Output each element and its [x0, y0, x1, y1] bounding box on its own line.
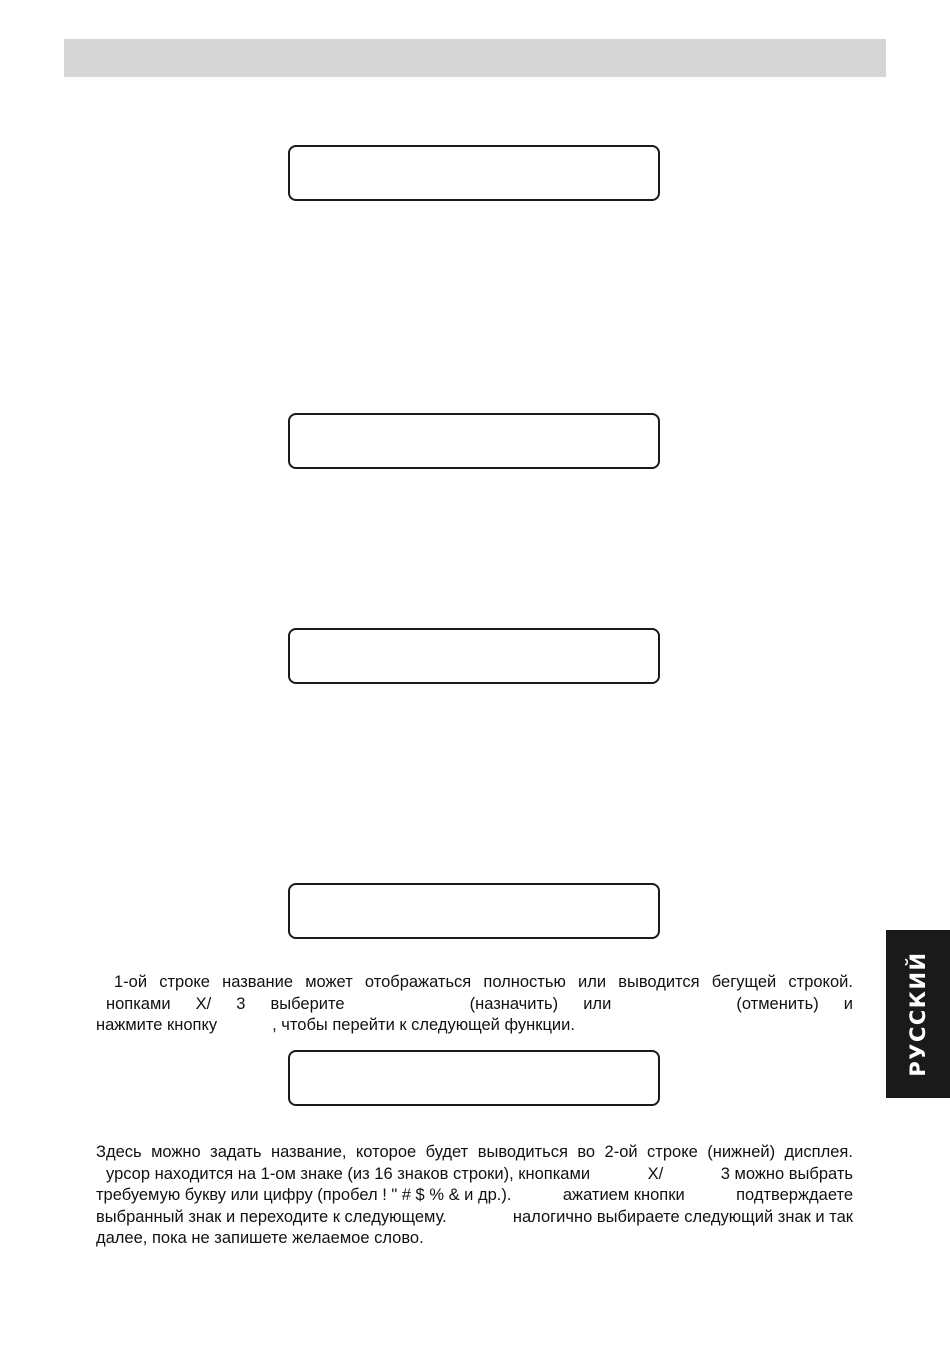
line-text: ажатием кнопки [562, 1186, 685, 1204]
word: задать [210, 1143, 262, 1161]
lcd-display-5 [288, 1050, 660, 1106]
word: нопками [106, 994, 171, 1013]
language-tab-label: РУССКИЙ [906, 951, 930, 1077]
word: строке [647, 1143, 698, 1161]
paragraph-line [96, 1164, 853, 1186]
word: 3 [236, 994, 246, 1013]
line-text: далее, пока не запишете желаемое слово. [96, 1229, 424, 1247]
word: строкой. [788, 973, 853, 991]
word: строке [159, 973, 210, 991]
word: 2-ой [604, 1143, 638, 1161]
paragraph-scroll-display [96, 972, 853, 1037]
line-text: 3 можно выбрать [720, 1164, 853, 1183]
header-bar [64, 39, 886, 77]
word: 1-ой [114, 973, 148, 991]
lcd-display-1 [288, 145, 660, 201]
word: бегущей [711, 973, 777, 991]
word: название [222, 973, 294, 991]
word: подтверждаете [736, 1186, 853, 1204]
lcd-display-3 [288, 628, 660, 684]
word: (нижней) [707, 1143, 776, 1161]
paragraph-set-name [96, 1142, 853, 1250]
line-text: налогично выбираете следующий знак и так [512, 1207, 853, 1226]
word: во [577, 1143, 596, 1161]
word: дисплея. [784, 1143, 853, 1161]
word: Здесь [96, 1143, 142, 1161]
word: можно [151, 1143, 201, 1161]
paragraph-line [96, 1207, 853, 1229]
language-side-tab [886, 930, 950, 1098]
word: или [583, 994, 612, 1013]
paragraph-line [96, 1142, 853, 1164]
lcd-display-4 [288, 883, 660, 939]
word: и [843, 994, 853, 1013]
line-text: нажмите кнопку , чтобы перейти к следующей функции. [96, 1016, 575, 1034]
word: (отменить) [736, 994, 819, 1013]
word: может [305, 973, 353, 991]
word: отображаться [364, 973, 472, 991]
word: выводится [618, 973, 700, 991]
word: выводиться [477, 1143, 568, 1161]
word: X/ [195, 994, 212, 1013]
word: полностью [483, 973, 566, 991]
word: или [577, 973, 607, 991]
paragraph-line [96, 972, 853, 994]
paragraph-line [96, 1015, 853, 1037]
line-text: выбранный знак и переходите к следующему. [96, 1207, 447, 1226]
word: X/ [647, 1164, 664, 1183]
lcd-display-2 [288, 413, 660, 469]
paragraph-line [96, 1228, 853, 1250]
paragraph-line [96, 1185, 853, 1207]
line-text: урсор находится на 1-ом знаке (из 16 знаков строки), кнопками [106, 1164, 591, 1183]
word: будет [425, 1143, 469, 1161]
line-text: требуемую букву или цифру (пробел ! " # $ % & и др.). [96, 1186, 512, 1204]
word: которое [355, 1143, 417, 1161]
word: название, [270, 1143, 347, 1161]
word: выберите [270, 994, 345, 1013]
word: (назначить) [469, 994, 559, 1013]
paragraph-line [96, 994, 853, 1016]
